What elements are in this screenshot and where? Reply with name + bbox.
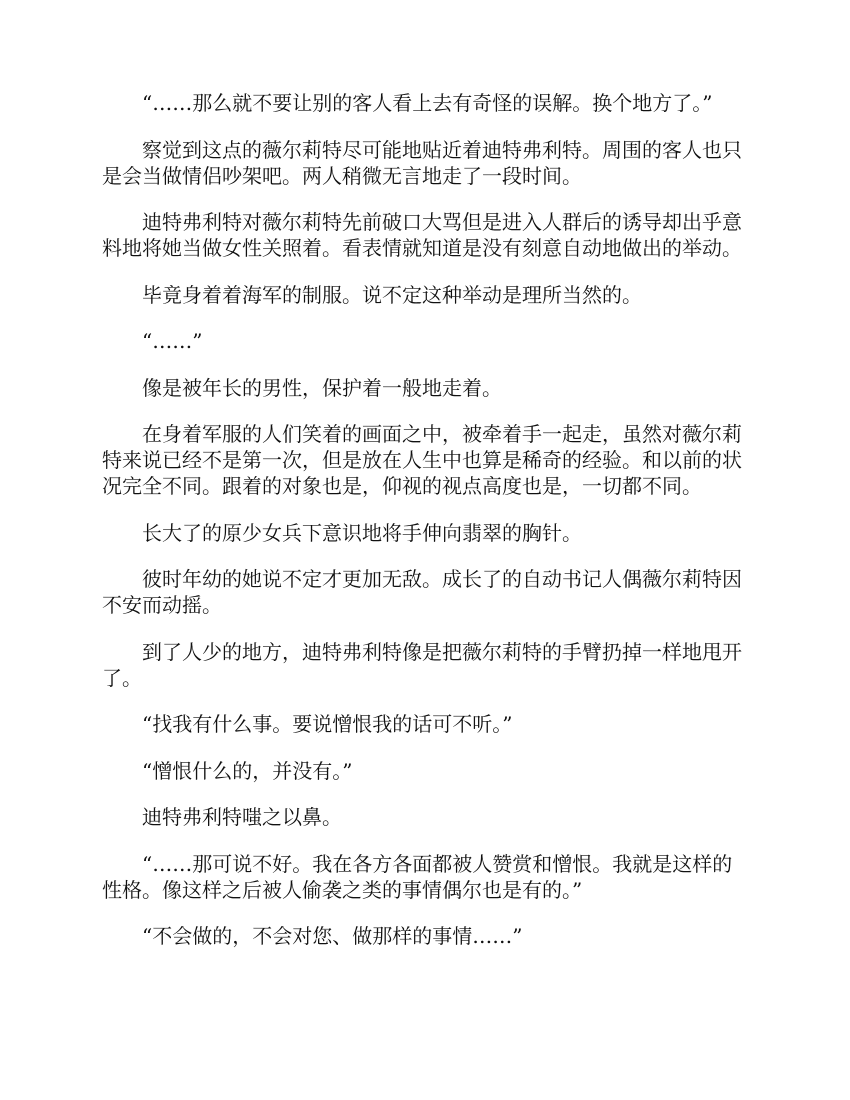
paragraph: 像是被年长的男性，保护着一般地走着。: [142, 375, 502, 400]
paragraph: “……”: [142, 329, 203, 353]
paragraph: 迪特弗利特嗤之以鼻。: [142, 805, 342, 829]
paragraph: 毕竟身着着海军的制服。说不定这种举动是理所当然的。: [142, 282, 642, 307]
paragraph: 到了人少的地方，迪特弗利特像是把薇尔莉特的手臂扔掉一样地甩开了。: [102, 639, 742, 690]
paragraph: “……那么就不要让别的客人看上去有奇怪的误解。换个地方了。”: [142, 91, 713, 115]
paragraph: 察觉到这点的薇尔莉特尽可能地贴近着迪特弗利特。周围的客人也只是会当做情侣吵架吧。两人稍微无言地走了一段时间。: [102, 137, 742, 188]
paragraph: “……那可说不好。我在各方各面都被人赞赏和憎恨。我就是这样的性格。像这样之后被人偷袭之类的事情偶尔也是有的。”: [102, 851, 733, 902]
paragraph: 长大了的原少女兵下意识地将手伸向翡翠的胸针。: [142, 520, 582, 545]
paragraph: “憎恨什么的，并没有。”: [142, 758, 353, 783]
paragraph: “找我有什么事。要说憎恨我的话可不听。”: [142, 712, 513, 736]
paragraph: “不会做的，不会对您、做那样的事情……”: [142, 924, 523, 948]
document-page: [102, 90, 750, 970]
paragraph: 迪特弗利特对薇尔莉特先前破口大骂但是进入人群后的诱导却出乎意料地将她当做女性关照着。看表情就知道是没有刻意自动地做出的举动。: [102, 210, 742, 260]
paragraph: 彼时年幼的她说不定才更加无敌。成长了的自动书记人偶薇尔莉特因不安而动摇。: [102, 567, 742, 617]
paragraph: 在身着军服的人们笑着的画面之中，被牵着手一起走，虽然对薇尔莉特来说已经不是第一次，但是放在人生中也算是稀奇的经验。和以前的状况完全不同。跟着的对象也是，仰视的视点高度也是，一切都不同。: [102, 422, 742, 498]
